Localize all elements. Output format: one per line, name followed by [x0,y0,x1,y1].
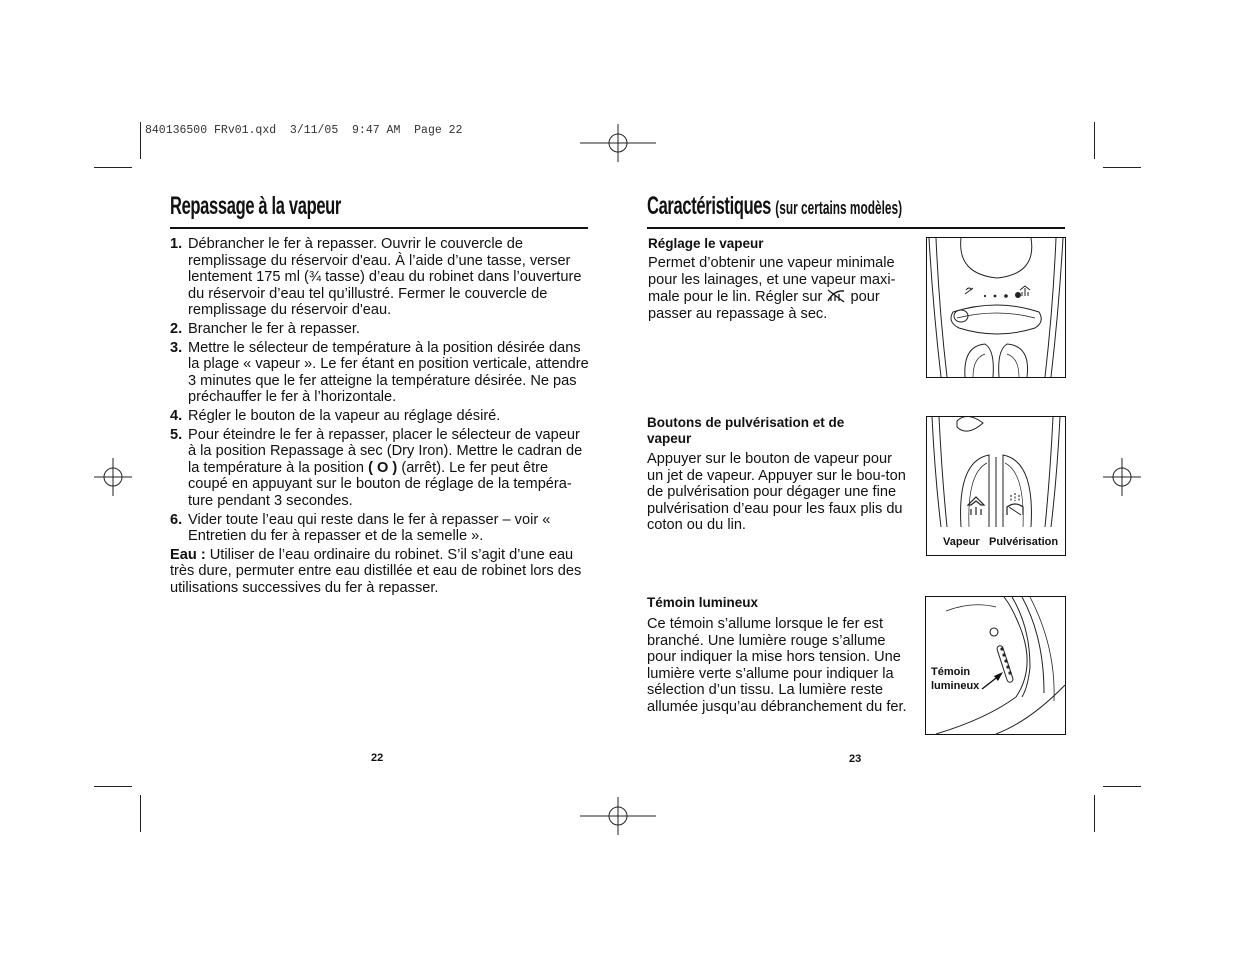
left-page-title: Repassage à la vapeur [170,192,342,220]
section-text: Ce témoin s’allume lorsque le fer est branché. Une lumière rouge s’allume pour indiquer la mise hors tension. Une lumière verte s’allume pour indiquer la sélection d’un tissu. La lumière reste allumée jusqu’au débranchement du fer. [647,616,907,715]
step-item: 6. Vider toute l’eau qui reste dans le fer à repasser – voir « Entretien du fer à repasser et de la semelle ». [170,511,551,545]
right-page-title: Caractéristiques (sur certains modèles) [647,192,903,220]
section-heading: Témoin lumineux [647,595,759,610]
section-text: Permet d’obtenir une vapeur minimale pour les lainages, et une vapeur maxi-male pour le lin. Régler sur pour passer au repassage à sec. [648,255,896,322]
step-item: 5. Pour éteindre le fer à repasser, placer le sélecteur de vapeur à la position Repassage à sec (Dry Iron). Mettre le cadran de la température à la position ( O ) (arrêt). Le fer peut être coupé en appuyant sur le bouton de réglage de la tempéra-ture pendant 3 secondes. [170,426,583,509]
water-note: Eau : Utiliser de l’eau ordinaire du robinet. S’il s’agit d’une eau très dure, permuter entre eau distillée et eau de robinet lors des utilisations successives du fer à repasser. [170,546,582,596]
step-item: 3. Mettre le sélecteur de température à la position désirée dans la plage « vapeur ». Le fer étant en position verticale, attendre 3 minutes que le fer atteigne la température désirée. Ne pas préchauffer le fer à l’horizontale. [170,339,589,406]
section-heading: Boutons de pulvérisation et de vapeur [647,415,845,446]
spray-label: Pulvérisation [989,536,1059,548]
dry-iron-icon [826,288,846,303]
section-heading: Réglage le vapeur [648,236,764,251]
steam-dial-figure [926,237,1066,378]
step-list [170,236,590,545]
right-title-rule [647,227,1065,229]
step-item: 2. Brancher le fer à repasser. [170,320,360,337]
step-item: 1. Débrancher le fer à repasser. Ouvrir le couvercle de remplissage du réservoir d'eau. À l’aide d’une tasse, verser lentement 175 ml (¾ tasse) d’eau du robinet dans l’ouverture du réservoir d’eau tel qu’illustré. Fermer le couvercle de remplissage du réservoir d'eau. [170,236,582,319]
registration-mark-icon [580,124,656,162]
registration-mark-icon [580,797,656,835]
section-spray-steam-buttons [647,415,909,534]
registration-mark-icon [1103,458,1141,496]
page-number-left: 22 [371,752,384,764]
page-number-right: 23 [849,753,862,765]
file-slug: 840136500 FRv01.qxd 3/11/05 9:47 AM Page 22 [145,124,463,137]
section-steam-setting [648,236,908,322]
indicator-label-line2: lumineux [931,680,980,692]
left-title-rule [170,227,588,229]
right-page-subtitle: (sur certains modèles) [775,198,903,218]
section-indicator-light [647,595,909,716]
spray-button-icon [1007,493,1023,515]
steam-button-icon [968,497,984,515]
left-body [170,236,590,596]
step-item: 4. Régler le bouton de la vapeur au réglage désiré. [170,407,501,424]
indicator-light-figure [925,596,1066,735]
section-text: Appuyer sur le bouton de vapeur pour un jet de vapeur. Appuyer sur le bou-ton de pulvérisation pour dégager une fine pulvérisation d’eau pour les faux plis du coton ou du lin. [647,451,906,534]
steam-label: Vapeur [943,536,980,548]
indicator-label-line1: Témoin [931,666,971,678]
registration-mark-icon [94,458,132,496]
buttons-figure [926,416,1066,556]
